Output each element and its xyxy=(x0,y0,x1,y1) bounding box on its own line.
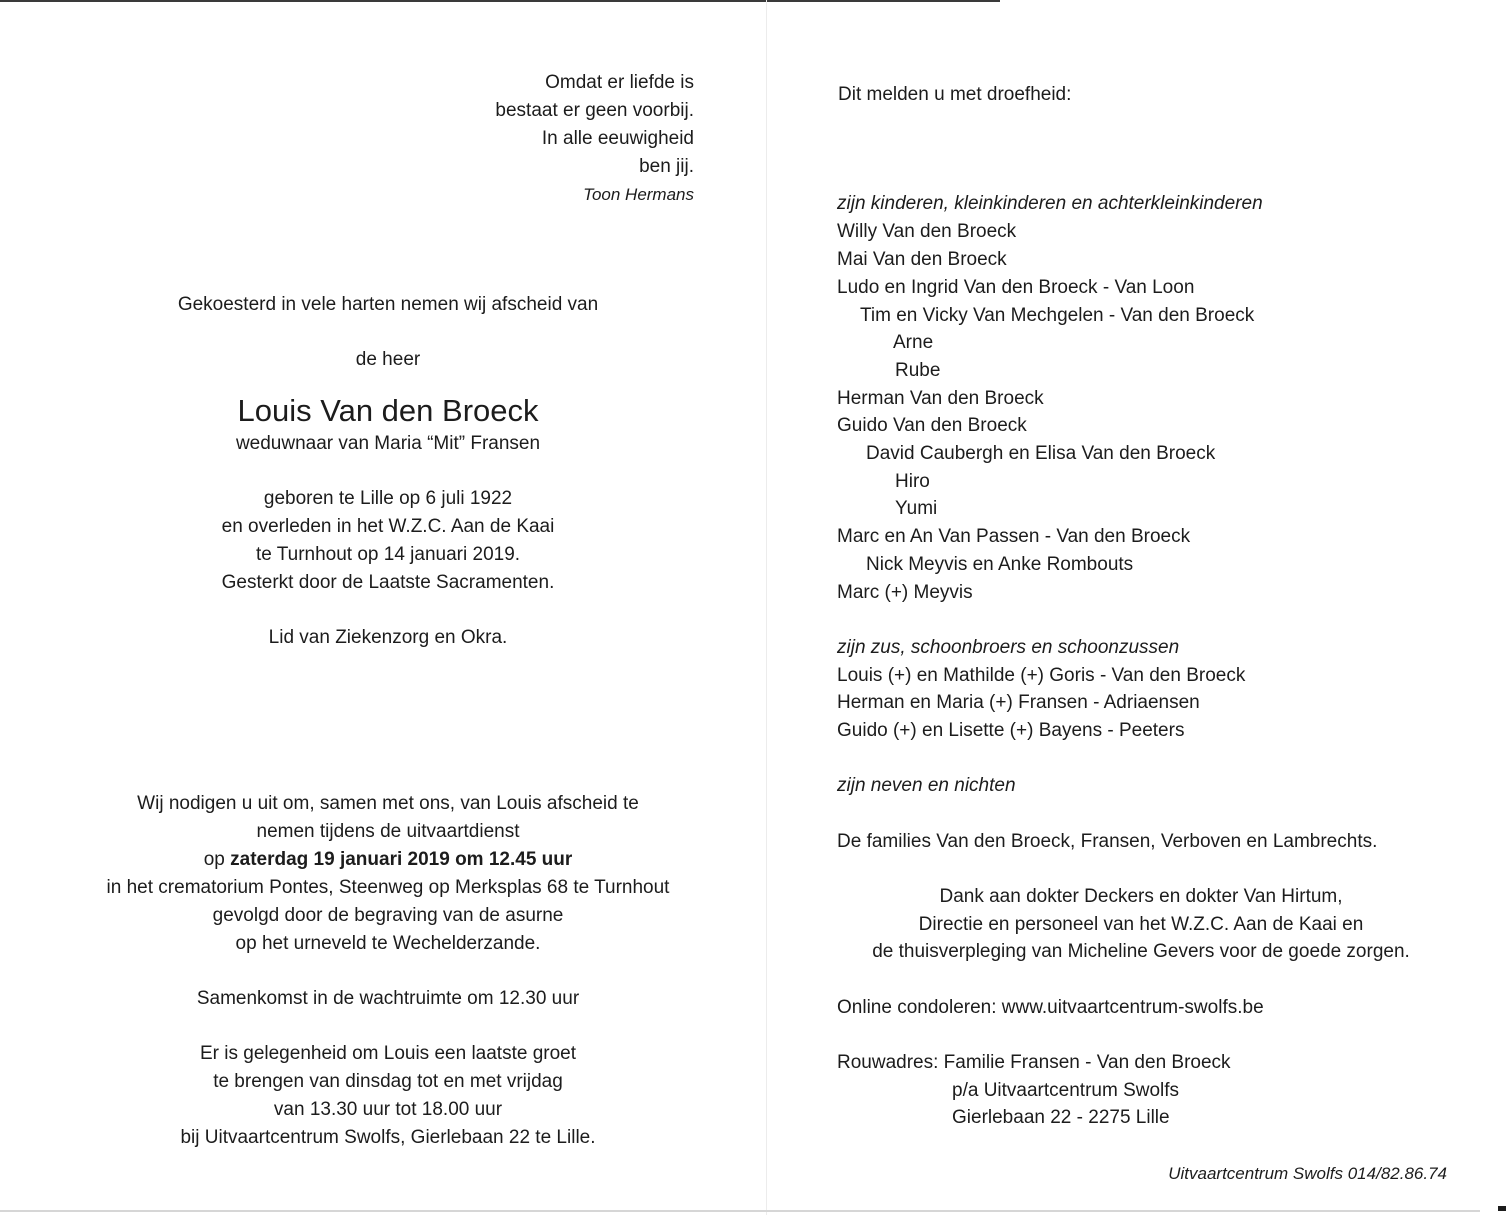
membership: Lid van Ziekenzorg en Okra. xyxy=(268,627,508,648)
salutation: de heer xyxy=(355,349,421,370)
family-member: Herman Van den Broeck xyxy=(837,388,1044,409)
funeral-date-time: zaterdag 19 januari 2019 om 12.45 uur xyxy=(230,849,573,870)
invitation-line: in het crematorium Pontes, Steenweg op Merksplas 68 te Turnhout xyxy=(106,877,670,898)
siblings-heading: zijn zus, schoonbroers en schoonzussen xyxy=(837,637,1180,658)
invitation-date-line xyxy=(204,846,573,874)
children-heading: zijn kinderen, kleinkinderen en achterkleinkinderen xyxy=(837,193,1263,214)
family-member: Arne xyxy=(893,332,934,353)
family-member: Hiro xyxy=(895,471,930,492)
info-line: geboren te Lille op 6 juli 1922 xyxy=(263,488,513,509)
visitation-line: te brengen van dinsdag tot en met vrijdag xyxy=(213,1071,563,1092)
thanks-line: de thuisverpleging van Micheline Gevers voor de goede zorgen. xyxy=(872,941,1410,962)
announcement: Dit melden u met droefheid: xyxy=(838,84,1072,105)
invitation-date-prefix: op xyxy=(203,849,231,870)
family-member: David Caubergh en Elisa Van den Broeck xyxy=(866,443,1216,464)
family-member: Marc en An Van Passen - Van den Broeck xyxy=(837,526,1191,547)
info-line: te Turnhout op 14 januari 2019. xyxy=(255,544,521,565)
address-line: Rouwadres: Familie Fransen - Van den Broeck xyxy=(837,1052,1231,1073)
visitation-line: bij Uitvaartcentrum Swolfs, Gierlebaan 22 te Lille. xyxy=(180,1127,596,1148)
poem-author: Toon Hermans xyxy=(583,185,694,204)
family-member: Guido Van den Broeck xyxy=(837,415,1027,436)
fold-line xyxy=(766,0,767,1215)
thanks-line: Directie en personeel van het W.Z.C. Aan de Kaai en xyxy=(918,914,1364,935)
bottom-border xyxy=(0,1210,1480,1212)
top-border xyxy=(0,0,1000,2)
invitation-line: gevolgd door de begraving van de asurne xyxy=(212,905,564,926)
corner-mark xyxy=(1498,1206,1506,1211)
cousins-heading: zijn neven en nichten xyxy=(837,775,1016,796)
family-member: Yumi xyxy=(895,498,938,519)
family-member: Ludo en Ingrid Van den Broeck - Van Loon xyxy=(837,277,1195,298)
poem-line: ben jij. xyxy=(639,156,694,177)
family-member: Nick Meyvis en Anke Rombouts xyxy=(866,554,1134,575)
family-member: Mai Van den Broeck xyxy=(837,249,1007,270)
widower-of: weduwnaar van Maria “Mit” Fransen xyxy=(235,433,541,454)
gathering-info: Samenkomst in de wachtruimte om 12.30 uur xyxy=(196,988,580,1009)
address-line: Gierlebaan 22 - 2275 Lille xyxy=(952,1107,1170,1128)
footer-funeral-home: Uitvaartcentrum Swolfs 014/82.86.74 xyxy=(1168,1164,1447,1183)
deceased-name: Louis Van den Broeck xyxy=(237,393,539,428)
poem-line: In alle eeuwigheid xyxy=(541,128,694,149)
family-member: Marc (+) Meyvis xyxy=(837,582,973,603)
family-member: Rube xyxy=(895,360,941,381)
family-member: Louis (+) en Mathilde (+) Goris - Van den Broeck xyxy=(837,665,1246,686)
info-line: Gesterkt door de Laatste Sacramenten. xyxy=(221,572,555,593)
visitation-line: van 13.30 uur tot 18.00 uur xyxy=(273,1099,503,1120)
invitation-line: nemen tijdens de uitvaartdienst xyxy=(256,821,520,842)
poem-line: Omdat er liefde is xyxy=(545,72,694,93)
online-condolences: Online condoleren: www.uitvaartcentrum-swolfs.be xyxy=(837,997,1264,1018)
family-member: Guido (+) en Lisette (+) Bayens - Peeters xyxy=(837,720,1185,741)
family-member: Willy Van den Broeck xyxy=(837,221,1017,242)
invitation-line: op het urneveld te Wechelderzande. xyxy=(235,933,541,954)
intro-text: Gekoesterd in vele harten nemen wij afscheid van xyxy=(177,294,599,315)
invitation-line: Wij nodigen u uit om, samen met ons, van Louis afscheid te xyxy=(137,793,639,814)
family-member: Tim en Vicky Van Mechgelen - Van den Broeck xyxy=(860,305,1255,326)
address-line: p/a Uitvaartcentrum Swolfs xyxy=(952,1080,1180,1101)
thanks-line: Dank aan dokter Deckers en dokter Van Hirtum, xyxy=(939,886,1343,907)
poem-line: bestaat er geen voorbij. xyxy=(495,100,694,121)
families-line: De families Van den Broeck, Fransen, Verboven en Lambrechts. xyxy=(837,831,1378,852)
info-line: en overleden in het W.Z.C. Aan de Kaai xyxy=(221,516,555,537)
family-member: Herman en Maria (+) Fransen - Adriaensen xyxy=(837,692,1200,713)
visitation-line: Er is gelegenheid om Louis een laatste groet xyxy=(199,1043,577,1064)
